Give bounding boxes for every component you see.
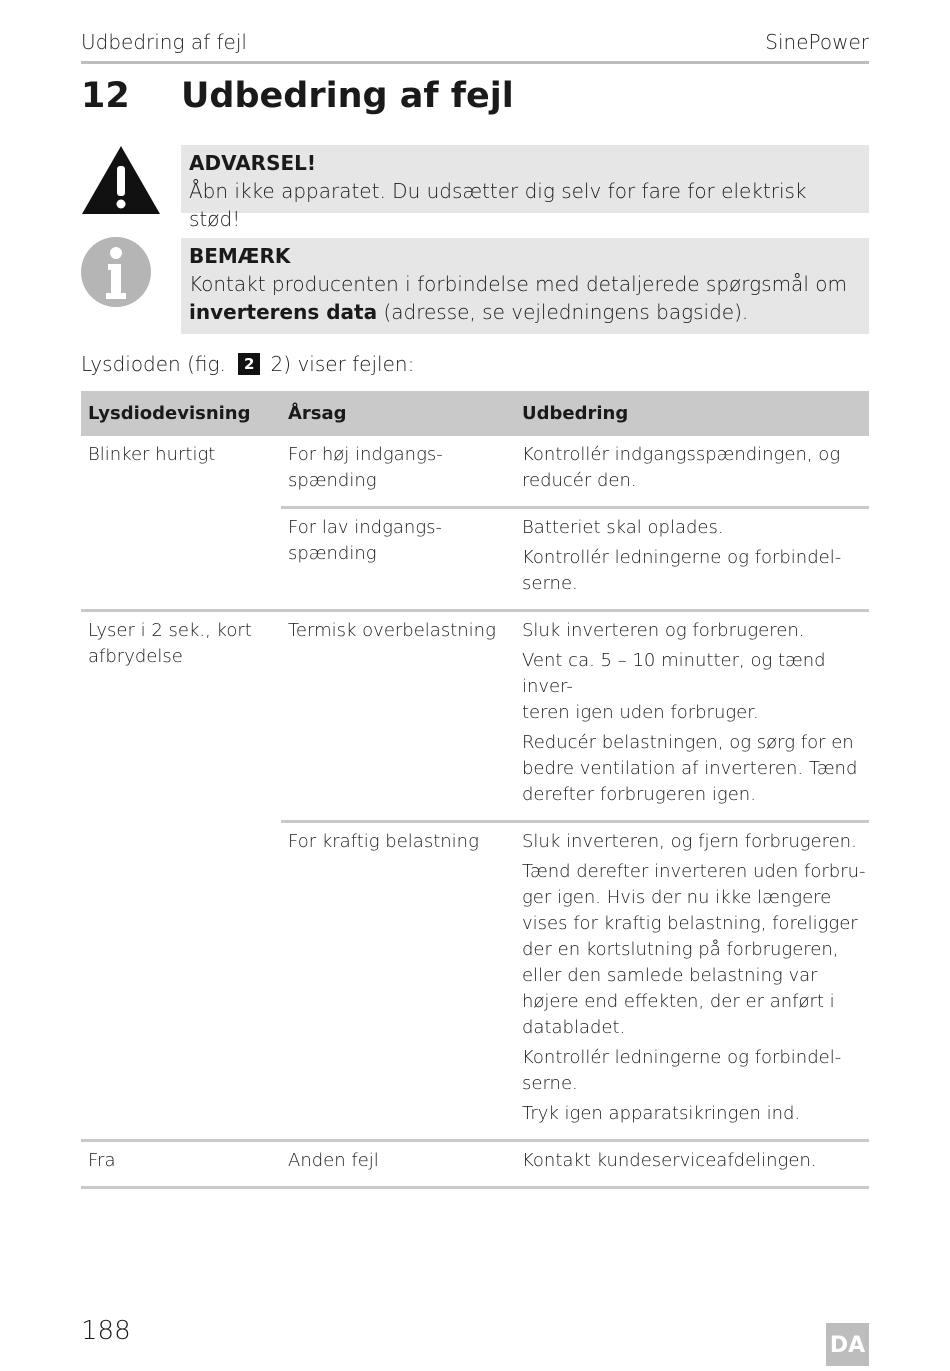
chapter-number: 12 (81, 76, 130, 116)
note-box (181, 238, 869, 334)
table-row (81, 1142, 869, 1189)
fix-paragraph: Batteriet skal oplades. (522, 517, 724, 538)
note-text-after: (adresse, se vejledningens bagside). (377, 300, 749, 324)
intro-after: 2) viser fejlen: (264, 352, 415, 376)
cause-row (281, 506, 869, 609)
fix-paragraph: Sluk inverteren og forbrugeren. (522, 620, 805, 641)
cause-row (281, 1142, 869, 1186)
warning-triangle-icon (80, 144, 162, 216)
note-text-before: Kontakt producenten i forbindelse med detaljerede spørgsmål om (189, 272, 847, 296)
note-title: BEMÆRK (189, 244, 291, 268)
fix-paragraph: Kontakt kundeserviceafdelingen. (522, 1150, 817, 1171)
page-number: 188 (81, 1316, 131, 1346)
table-body (81, 436, 869, 1189)
info-icon (81, 237, 151, 307)
intro-line (81, 352, 414, 376)
table-row (81, 436, 869, 612)
fix-paragraph: Vent ca. 5 – 10 minutter, og tænd inver- teren igen uden forbruger. (522, 650, 826, 723)
led-indication-cell: Fra (88, 1150, 116, 1171)
header-led: Lysdiodevisning (88, 403, 251, 424)
led-indication-cell: Blinker hurtigt (88, 444, 216, 465)
header-fix: Udbedring (522, 403, 629, 424)
cause-row (281, 820, 869, 1139)
running-header-right: SinePower (765, 30, 869, 54)
fix-cell (515, 509, 869, 609)
intro-before: Lysdioden (fig. (81, 352, 233, 376)
cause-row (281, 436, 869, 506)
troubleshooting-table (81, 391, 869, 1189)
cause-row (281, 612, 869, 820)
warning-box (181, 145, 869, 231)
table-row (81, 612, 869, 1142)
cause-group (281, 1142, 869, 1186)
fix-paragraph: Kontrollér ledningerne og forbindel- serne. (522, 547, 842, 594)
note-text-bold: inverterens data (189, 300, 378, 324)
cause-cell: For lav indgangs- spænding (288, 517, 443, 564)
fix-cell (515, 612, 869, 820)
fix-cell (515, 436, 869, 506)
fix-paragraph: Tænd derefter inverteren uden forbru- ger igen. Hvis der nu ikke længere vises for kraftig belastning, foreligger der en kortslutning på forbrugeren, eller den samlede belastning var højere end effekten, der er anført i databladet. (522, 861, 866, 1038)
cause-group (281, 436, 869, 609)
header-cause: Årsag (288, 403, 347, 424)
cause-cell: Anden fejl (288, 1150, 379, 1171)
header-divider (81, 61, 869, 64)
fix-paragraph: Kontrollér indgangsspændingen, og reducér den. (522, 444, 841, 491)
cause-cell: Termisk overbelastning (288, 620, 496, 641)
cause-group (281, 612, 869, 1139)
led-indication-cell: Lyser i 2 sek., kort afbrydelse (88, 620, 252, 667)
running-header-left: Udbedring af fejl (81, 30, 247, 54)
fix-paragraph: Kontrollér ledningerne og forbindel- serne. (522, 1047, 842, 1094)
fix-cell (515, 1142, 869, 1186)
figure-badge: 2 (238, 353, 260, 375)
fix-paragraph: Tryk igen apparatsikringen ind. (522, 1103, 801, 1124)
table-header (81, 391, 869, 436)
chapter-title: Udbedring af fejl (181, 76, 514, 116)
warning-text: Åbn ikke apparatet. Du udsætter dig selv for fare for elektrisk stød! (189, 179, 807, 231)
fix-cell (515, 823, 869, 1139)
language-badge: DA (826, 1323, 869, 1366)
warning-title: ADVARSEL! (189, 151, 317, 175)
fix-paragraph: Reducér belastningen, og sørg for en bedre ventilation af inverteren. Tænd derefter forbrugeren igen. (522, 732, 858, 805)
cause-cell: For høj indgangs- spænding (288, 444, 443, 491)
fix-paragraph: Sluk inverteren, og fjern forbrugeren. (522, 831, 857, 852)
note-text (189, 270, 861, 326)
cause-cell: For kraftig belastning (288, 831, 479, 852)
